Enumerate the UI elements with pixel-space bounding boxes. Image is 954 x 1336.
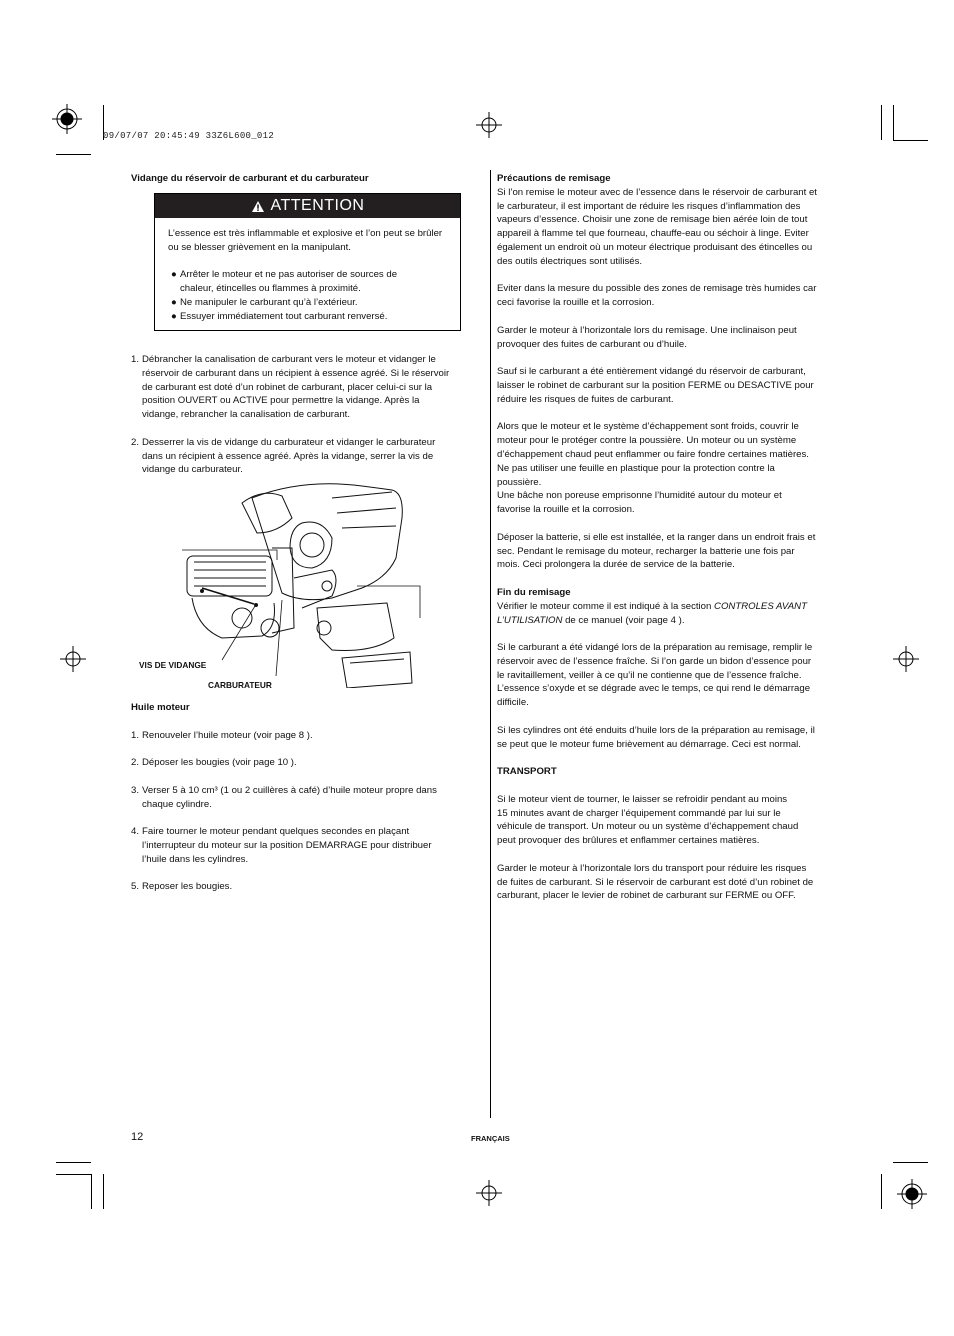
transport-title: TRANSPORT [497, 766, 557, 778]
warning-bullet: ● Ne manipuler le carburant qu’à l’extérieur. [171, 296, 358, 308]
engine-illustration [182, 478, 422, 688]
drain-section-title: Vidange du réservoir de carburant et du carburateur [131, 173, 369, 184]
storage-paragraph: Déposer la batterie, si elle est installée, et la ranger dans un endroit frais et sec. Pendant le remisage du moteur, recharger la batterie une fois par mois. Ceci prolongera la durée de service de la batterie. [497, 531, 816, 571]
transport-paragraph: Si le moteur vient de tourner, le laisser se refroidir pendant au moins 15 minutes avant de charger l’équipement commandé par lui sur le véhicule de transport. Un moteur ou un système d’échappement chaud peut provoquer des brûlures et enflammer certaines matières. [497, 793, 799, 847]
page-number: 12 [131, 1131, 144, 1143]
right-column [497, 172, 857, 903]
drain-step: 1. Débrancher la canalisation de carburant vers le moteur et vidanger le réservoir de carburant dans un récipient à essence agréé. Si le réservoir de carburant est doté d’un robinet de carburant, placer celui-ci sur la position OUVERT ou ACTIVE pour permettre la vidange. Après la vidange, rebrancher la canalisation de carburant. [131, 354, 450, 421]
warning-title: ATTENTION [270, 197, 365, 214]
end-storage-title: Fin du remisage [497, 586, 571, 598]
storage-paragraph: Alors que le moteur et le système d’échappement sont froids, couvrir le moteur pour le protéger contre la poussière. Un moteur ou un système d’échappement chaud peut enflammer ou faire fondre certaines matières. Ne pas utiliser une feuille en plastique pour la protection contre la poussière. Une bâche non poreuse emprisonne l’humidité autour du moteur et favorise la rouille et la corrosion. [497, 421, 809, 516]
storage-paragraph: Garder le moteur à l’horizontale lors du remisage. Une inclinaison peut provoquer des fuites de carburant ou d’huile. [497, 324, 797, 350]
storage-paragraph: Sauf si le carburant a été entièrement vidangé du réservoir de carburant, laisser le robinet de carburant sur la position FERME ou DESACTIVE pour réduire les risques de fuites de carburant. [497, 366, 814, 405]
transport-paragraph: Garder le moteur à l’horizontale lors du transport pour réduire les risques de fuites de carburant. Si le réservoir de carburant est doté d’un robinet de carburant, placer le levier de robinet de carburant sur FERME ou OFF. [497, 862, 814, 902]
warning-header [155, 194, 460, 218]
drain-step: 2. Desserrer la vis de vidange du carburateur et vidanger le carburateur dans un récipient à essence agréé. Après la vidange, serrer la vis de vidange du carburateur. [131, 436, 436, 476]
end-storage-paragraph: Si le carburant a été vidangé lors de la préparation au remisage, remplir le réservoir avec de l’essence fraîche. Si l’on garde un bidon d’essence pour le ravitaillement, veiller à ce qu’il ne contienne que de l’essence fraîche. L’essence s’oxyde et se dégrade avec le temps, ce qui rend le démarrage difficile. [497, 642, 813, 709]
column-divider [490, 170, 491, 1118]
oil-step: 3. Verser 5 à 10 cm³ (1 ou 2 cuillères à café) d’huile moteur propre dans chaque cylindre. [131, 784, 437, 810]
label-carburetor: CARBURATEUR [208, 680, 272, 690]
oil-section-title: Huile moteur [131, 702, 190, 713]
warning-bullet: ● Essuyer immédiatement tout carburant renversé. [171, 310, 388, 322]
storage-section-title: Précautions de remisage [497, 173, 611, 184]
language-label: FRANÇAIS [471, 1134, 510, 1143]
print-slug: 09/07/07 20:45:49 33Z6L600_012 [103, 131, 275, 141]
end-storage-paragraph: Vérifier le moteur comme il est indiqué à la section CONTROLES AVANT L’UTILISATION de ce manuel (voir page 4 ). [497, 600, 807, 626]
oil-step: 1. Renouveler l’huile moteur (voir page 8 ). [131, 729, 313, 741]
storage-paragraph: Eviter dans la mesure du possible des zones de remisage très humides car ceci favorise la rouille et la corrosion. [497, 283, 817, 309]
oil-section [131, 701, 471, 894]
warning-triangle-icon [251, 200, 265, 213]
drain-steps [131, 353, 471, 477]
warning-intro: L’essence est très inflammable et explosive et l’on peut se brûler ou se blesser grièvement en la manipulant. [168, 228, 443, 253]
end-storage-paragraph: Si les cylindres ont été enduits d’huile lors de la préparation au remisage, il se peut que le moteur fume brièvement au démarrage. Ceci est normal. [497, 724, 815, 750]
oil-step: 5. Reposer les bougies. [131, 881, 233, 893]
oil-step: 4. Faire tourner le moteur pendant quelques secondes en plaçant l’interrupteur du moteur sur la position DEMARRAGE pour distribuer l’huile dans les cylindres. [131, 826, 432, 865]
warning-bullet: ● Arrêter le moteur et ne pas autoriser de sources de chaleur, étincelles ou flammes à proximité. [171, 269, 398, 295]
label-drain-screw: VIS DE VIDANGE [139, 660, 207, 670]
oil-step: 2. Déposer les bougies (voir page 10 ). [131, 757, 297, 769]
storage-paragraph: Si l’on remise le moteur avec de l’essence dans le réservoir de carburant et le carburateur, il est important de réduire les risques d’inflammation des vapeurs d’essence. Choisir une zone de remisage bien aérée loin de tout appareil à flamme tel que fourneau, chauffe-eau ou séchoir à linge. Eviter également un endroit où un moteur électrique produisant des étincelles ou des outils électriques sont utilisés. [497, 186, 817, 267]
warning-box [154, 193, 461, 331]
